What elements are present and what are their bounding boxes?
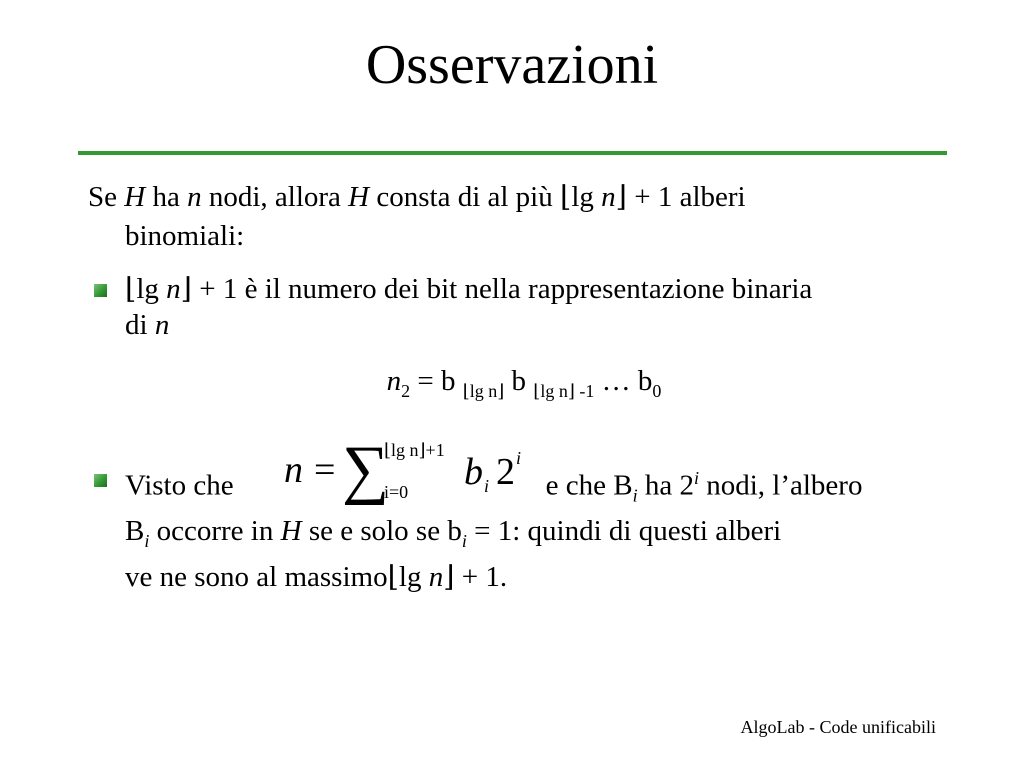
title-divider — [78, 151, 947, 155]
sigma-symbol: ∑ — [342, 433, 390, 506]
summation-formula: n = ∑ ⌊lg n⌋+1 i=0 b i 2 i — [284, 433, 522, 506]
binary-representation-equation: $n_2 = b$ $_{⌊lg n⌋}$ b $_{⌊lg n⌋ -1}$ … $b_0$ — [386, 365, 662, 401]
bullet-item-binomial-trees: Visto che e che $B_i$ ha 2$^i$ nodi, l’albero $B_i$ occorre in H se e solo se $b_i = 1$: quindi di questi alberi ve ne sono al massimo⌊lg n⌋ + 1. — [125, 468, 863, 594]
bullet-square-icon — [94, 284, 107, 297]
intro-paragraph: Se H ha n nodi, allora H consta di al più ⌊lg n⌋ + 1 alberi binomiali: — [88, 181, 746, 252]
bullet-square-icon — [94, 474, 107, 487]
slide-footer: AlgoLab - Code unificabili — [740, 717, 936, 737]
bullet-item-bits: ⌊lg n⌋ + 1 è il numero dei bit nella rappresentazione binaria di n — [125, 273, 813, 341]
slide-title: Osservazioni — [365, 34, 659, 96]
